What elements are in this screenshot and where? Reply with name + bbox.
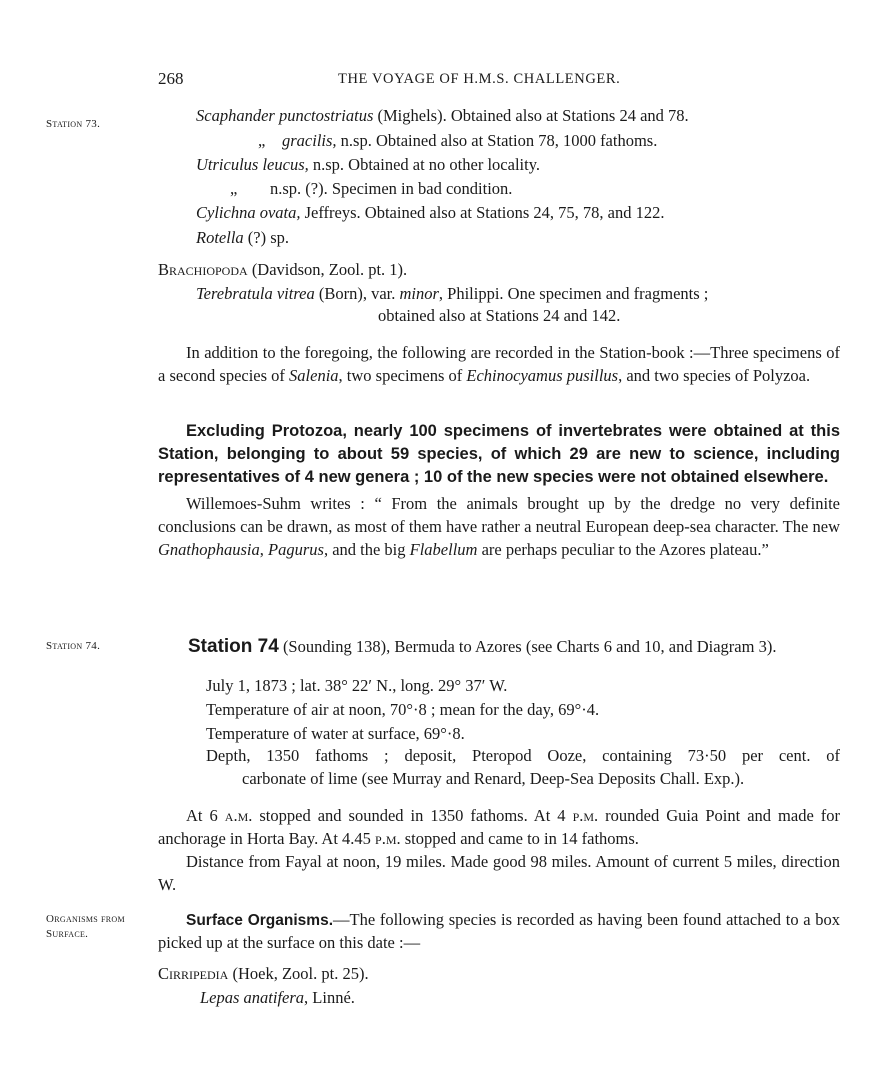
group-name: Brachiopoda [158, 260, 248, 279]
paragraph-distance [158, 850, 840, 896]
species-note: n.sp. Obtained at no other locality. [308, 155, 540, 174]
margin-note-organisms-line1: Organisms from [46, 913, 125, 925]
margin-note-station-74: Station 74. [46, 640, 101, 652]
genus-name: Salenia [289, 366, 339, 385]
paragraph-station-book [158, 341, 840, 387]
genus-name: Pagurus [268, 540, 324, 559]
ditto-mark: „ [230, 179, 238, 198]
text: , and the big [323, 540, 410, 559]
paragraph-willemoes-suhm [158, 492, 840, 561]
species-note: Jeffreys. Obtained also at Stations 24, 75, 78, and 122. [300, 203, 665, 222]
station-subtitle: (Sounding 138), Bermuda to Azores (see Charts 6 and 10, and Diagram 3). [278, 637, 777, 656]
text: are perhaps peculiar to the Azores plateau.” [477, 540, 769, 559]
species-name: Rotella [196, 228, 244, 247]
text: rounded Guia Point and made for anchorage in Horta Bay. At 4.45 [158, 806, 841, 848]
species-line [196, 154, 540, 176]
margin-note-organisms-line2: Surface. [46, 928, 89, 940]
species-line [196, 105, 689, 127]
brachiopoda-species [196, 283, 708, 305]
text: stopped and sounded in 1350 fathoms. At 4 [252, 806, 573, 825]
group-authority: (Davidson, Zool. pt. 1). [247, 260, 408, 279]
time-marker: a.m. [224, 806, 253, 825]
text: , [259, 540, 269, 559]
species-line [230, 178, 512, 200]
paragraph-surface-organisms [158, 908, 840, 954]
species-note: (?) sp. [243, 228, 290, 247]
species-name: Scaphander punctostriatus [196, 106, 374, 125]
species-name: Terebratula vitrea [196, 284, 315, 303]
species-line [196, 202, 665, 224]
text: Willemoes-Suhm writes : “ From the animals brought up by the dredge no very definite conclusions can be drawn, as most of them have rather a neutral European deep-sea character. The new [158, 494, 840, 536]
text: At 6 [186, 806, 225, 825]
variety-name: minor [399, 284, 439, 303]
margin-note-organisms [46, 912, 125, 942]
paragraph-soundings [158, 804, 840, 850]
summary-text: Excluding Protozoa, nearly 100 specimens of invertebrates were obtained at this Station, belonging to about 59 species, of which 29 are new to science, including representatives of 4 new genera ; 10 of the new species were not obtained elsewhere. [158, 422, 840, 486]
time-marker: p.m. [572, 806, 599, 825]
page-number: 268 [158, 69, 184, 88]
text: stopped and came to in 14 fathoms. [400, 829, 639, 848]
group-authority: (Hoek, Zool. pt. 25). [228, 964, 369, 983]
species-line [258, 130, 657, 152]
depth-line-cont: carbonate of lime (see Murray and Renard, Deep-Sea Deposits Chall. Exp.). [242, 769, 745, 788]
cirripedia-species [200, 987, 355, 1009]
text: —The following species is recorded as having been found attached to a box picked up at the surface on this date :— [158, 910, 841, 952]
species-name: gracilis, [282, 131, 337, 150]
text: , and two species of Polyzoa. [618, 366, 811, 385]
species-note: (Mighels). Obtained also at Stations 24 and 78. [373, 106, 689, 125]
cirripedia-heading [158, 963, 369, 985]
water-temperature: Temperature of water at surface, 69°·8. [206, 724, 465, 743]
species-name: Echinocyamus pusillus [466, 366, 619, 385]
species-note: , Linné. [304, 988, 355, 1007]
species-name: Cylichna ovata, [196, 203, 301, 222]
species-note: (Born), var. [314, 284, 400, 303]
station-date: July 1, 1873 ; lat. 38° 22′ N., long. 29° 37′ W. [206, 676, 508, 695]
brachiopoda-species-cont: obtained also at Stations 24 and 142. [378, 306, 621, 325]
species-note: n.sp. (?). Specimen in bad condition. [270, 179, 513, 198]
running-title: THE VOYAGE OF H.M.S. CHALLENGER. [338, 71, 621, 87]
margin-note-station-73: Station 73. [46, 118, 101, 130]
station-74-heading [188, 636, 776, 658]
section-heading: Surface Organisms. [186, 912, 334, 929]
distance-text: Distance from Fayal at noon, 19 miles. Made good 98 miles. Amount of current 5 miles, direction W. [158, 852, 840, 894]
air-temperature: Temperature of air at noon, 70°·8 ; mean for the day, 69°·4. [206, 700, 600, 719]
group-name: Cirripedia [158, 964, 229, 983]
species-name: Lepas anatifera [200, 988, 305, 1007]
time-marker: p.m. [375, 829, 401, 848]
text: In addition to the foregoing, the following are recorded in the Station-book :—Three specimens of a second species of [158, 343, 840, 385]
genus-name: Gnathophausia [158, 540, 260, 559]
species-note: , Philippi. One specimen and fragments ; [438, 284, 709, 303]
paragraph-summary [158, 420, 840, 489]
species-line [196, 227, 289, 249]
depth-line: Depth, 1350 fathoms ; deposit, Pteropod Ooze, containing 73·50 per cent. of [206, 746, 840, 765]
genus-name: Flabellum [409, 540, 478, 559]
species-name: Utriculus leucus, [196, 155, 309, 174]
brachiopoda-heading [158, 259, 407, 281]
ditto-mark: „ [258, 131, 266, 150]
species-note: n.sp. Obtained also at Station 78, 1000 fathoms. [336, 131, 658, 150]
text: , two specimens of [338, 366, 467, 385]
station-title: Station 74 [188, 636, 279, 657]
